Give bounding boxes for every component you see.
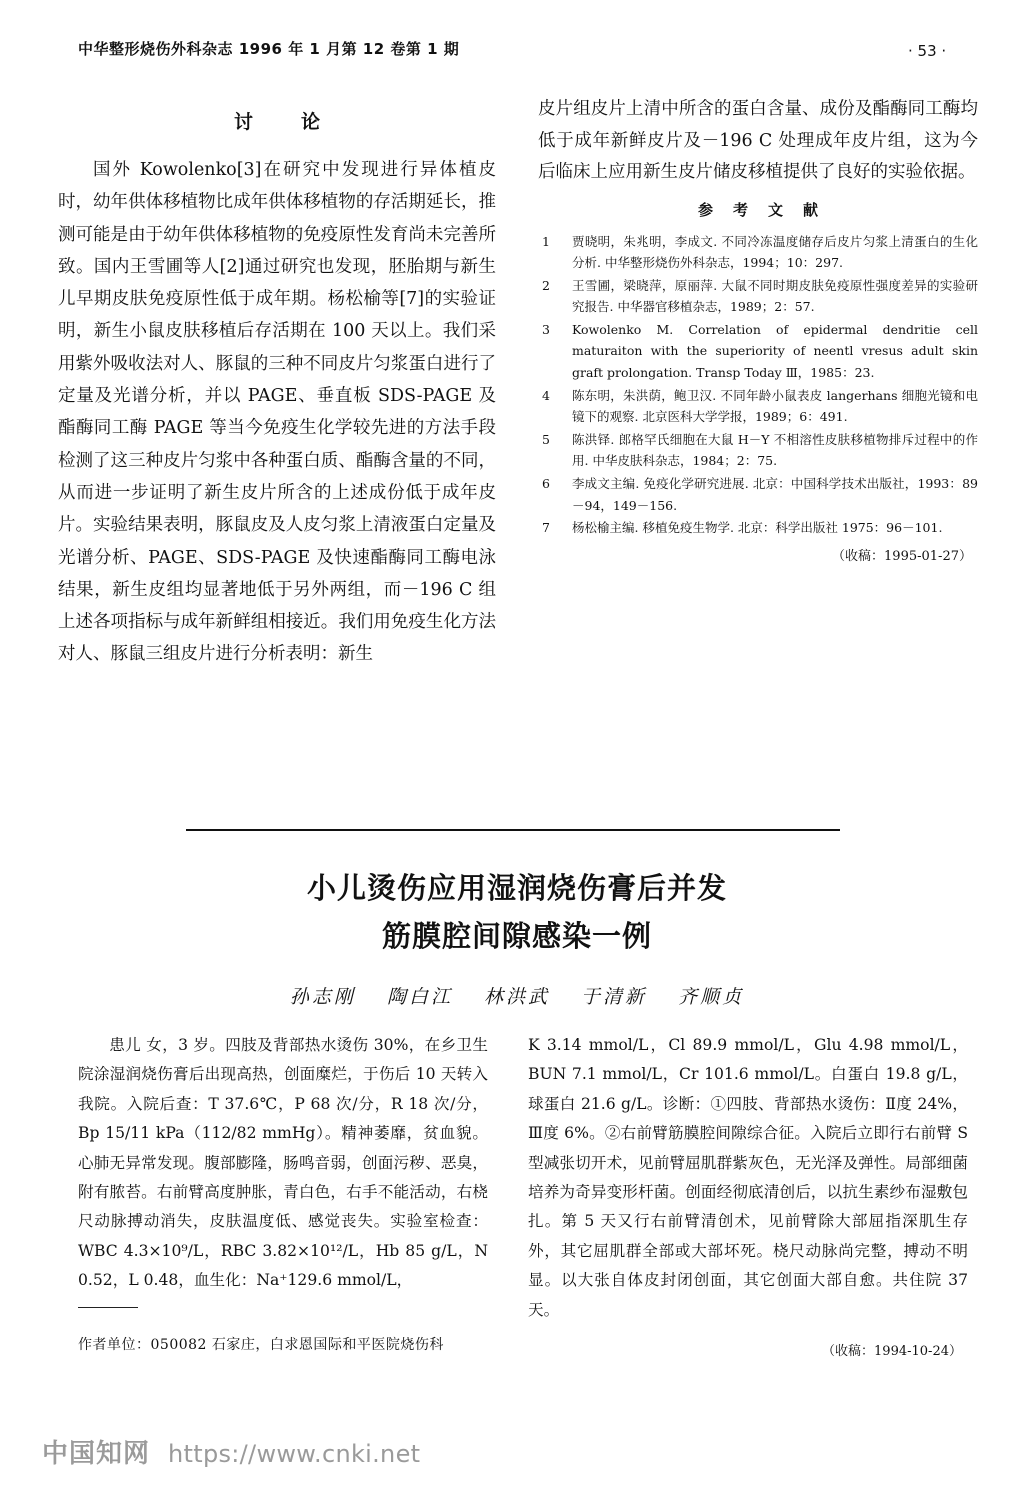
case-text-left: 患儿 女，3 岁。四肢及背部热水烫伤 30%，在乡卫生院涂湿润烧伤膏后出现高热，创面糜烂，于伤后 10 天转入我院。入院后查：T 37.6℃，P 68 次/分，R 18 次/分，Bp 15/11 kPa（112/82 mmHg）。精神萎靡，贫血貌。心肺无异常发现。腹部膨隆，肠鸣音弱，创面污秽、恶臭，附有脓苔。右前臂高度肿胀，青白色，右手不能活动，右桡尺动脉搏动消失，皮肤温度低、感觉丧失。实验室检查：WBC 4.3×10⁹/L，RBC 3.82×10¹²/L，Hb 85 g/L，N 0.52，L 0.48，血生化：Na⁺129.6 mmol/L，	[78, 1036, 488, 1290]
reference-item: 3 Kowolenko M. Correlation of epidermal dendritie cell maturaiton with the superiority of neentl vresus adult skin graft prolongation. Transp Today Ⅲ，1985：23.	[542, 321, 978, 381]
reference-item: 1 贾晓明，朱兆明，李成文. 不同冷冻温度储存后皮片匀浆上清蛋白的生化分析. 中华整形烧伤外科杂志，1994；10：297.	[542, 233, 978, 271]
case-right-column	[528, 1031, 968, 1325]
author-affiliation: 作者单位：050082 石家庄，白求恩国际和平医院烧伤科	[78, 1337, 444, 1353]
journal-header: 中华整形烧伤外科杂志 1996 年 1 月第 12 卷第 1 期	[78, 40, 460, 58]
discussion-paragraph-continued: 皮片组皮片上清中所含的蛋白含量、成份及酯酶同工酶均低于成年新鲜皮片及－196 C 处理成年皮片组，这为今后临床上应用新生皮片储皮移植提供了良好的实验依据。	[538, 99, 978, 182]
article-divider	[186, 829, 840, 831]
article-authors: 孙志刚 陶白江 林洪武 于清新 齐顺贞	[289, 986, 745, 1008]
reference-item: 5 陈洪铎. 郎格罕氏细胞在大鼠 H－Y 不相溶性皮肤移植物排斥过程中的作用. 中华皮肤科杂志，1984；2：75.	[542, 431, 978, 469]
received-date: （收稿：1995-01-27）	[832, 548, 972, 564]
reference-item: 7 杨松榆主编. 移植免疫生物学. 北京：科学出版社 1975：96－101.	[542, 520, 943, 536]
discussion-column	[58, 110, 496, 671]
page-number: · 53 ·	[908, 42, 947, 60]
discussion-paragraph: 国外 Kowolenko[3]在研究中发现进行异体植皮时，幼年供体移植物比成年供体移植物的存活期延长，推测可能是由于幼年供体移植物的免疫原性发育尚未完善所致。国内王雪圃等人[2]通过研究也发现，胚胎期与新生儿早期皮肤免疫原性低于成年期。杨松榆等[7]的实验证明，新生小鼠皮肤移植后存活期在 100 天以上。我们采用紫外吸收法对人、豚鼠的三种不同皮片匀浆蛋白进行了定量及光谱分析，并以 PAGE、垂直板 SDS-PAGE 及酯酶同工酶 PAGE 等当今免疫生化学较先进的方法手段检测了这三种皮片匀浆中各种蛋白质、酯酶含量的不同，从而进一步证明了新生皮片所含的上述成份低于成年皮片。实验结果表明，豚鼠皮及人皮匀浆上清液蛋白定量及光谱分析、PAGE、SDS-PAGE 及快速酯酶同工酶电泳结果，新生皮组均显著地低于另外两组，而－196 C 组上述各项指标与成年新鲜组相接近。我们用免疫生化方法对人、豚鼠三组皮片进行分析表明：新生	[58, 160, 496, 665]
discussion-title: 讨论	[233, 111, 368, 133]
references-title: 参考文献	[697, 200, 838, 219]
reference-item: 2 王雪圃，梁晓萍，原丽萍. 大鼠不同时期皮肤免疫原性强度差异的实验研究报告. 中华器官移植杂志，1989；2：57.	[542, 277, 978, 315]
reference-list	[538, 231, 978, 539]
watermark-brand: 中国知网	[42, 1439, 151, 1469]
watermark-url: https://www.cnki.net	[168, 1440, 421, 1468]
reference-item: 6 李成文主编. 免疫化学研究进展. 北京：中国科学技术出版社，1993：89－94，149－156.	[542, 476, 978, 513]
cnki-watermark	[42, 1433, 420, 1470]
reference-item: 4 陈东明，朱洪荫，鲍卫汉. 不同年龄小鼠表皮 langerhans 细胞光镜和电镜下的观察. 北京医科大学学报，1989；6：491.	[542, 387, 978, 425]
right-column-top	[538, 94, 978, 564]
received-date-2: （收稿：1994-10-24）	[822, 1344, 962, 1359]
article-title-line1: 小儿烫伤应用湿润烧伤膏后并发	[306, 871, 727, 905]
footnote-rule	[78, 1307, 138, 1308]
case-text-right: K 3.14 mmol/L，Cl 89.9 mmol/L，Glu 4.98 mmol/L，BUN 7.1 mmol/L，Cr 101.6 mmol/L。白蛋白 19.8 g/L，球蛋白 21.6 g/L。诊断：①四肢、背部热水烫伤：Ⅱ度 24%，Ⅲ度 6%。②右前臂筋膜腔间隙综合征。入院后立即行右前臂 S 型减张切开术，见前臂屈肌群紫灰色，无光泽及弹性。局部细菌培养为奇异变形杆菌。创面经彻底清创后，以抗生素纱布湿敷包扎。第 5 天又行右前臂清创术，见前臂除大部屈指深肌生存外，其它屈肌群全部或大部坏死。桡尺动脉尚完整，搏动不明显。以大张自体皮封闭创面，其它创面大部自愈。共住院 37 天。	[528, 1036, 968, 1319]
article-title-line2: 筋膜腔间隙感染一例	[381, 919, 652, 953]
case-left-column	[78, 1031, 488, 1296]
